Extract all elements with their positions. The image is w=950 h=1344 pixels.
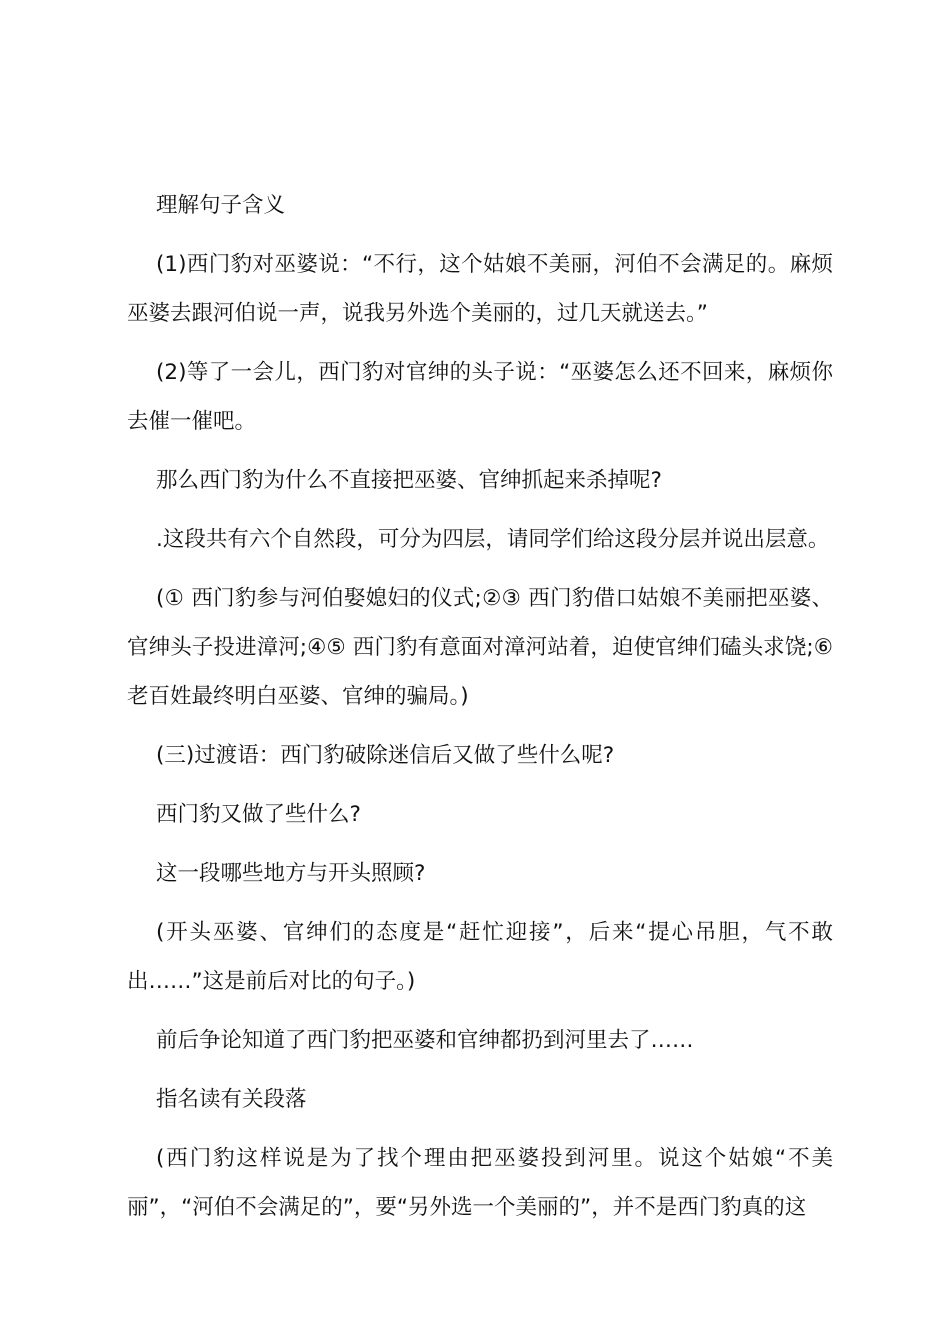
paragraph-layer-task: .这段共有六个自然段，可分为四层，请同学们给这段分层并说出层意。 <box>156 527 830 552</box>
paragraph-discussion: 前后争论知道了西门豹把巫婆和官绅都扔到河里去了…… <box>156 1028 694 1053</box>
paragraph-read-aloud: 指名读有关段落 <box>156 1087 307 1112</box>
paragraph-transition: (三)过渡语：西门豹破除迷信后又做了些什么呢? <box>156 743 615 768</box>
paragraph-layer-answer: (① 西门豹参与河伯娶媳妇的仪式;②③ 西门豹借口姑娘不美丽把巫婆、官绅头子投进漳河;④⑤ 西门豹有意面对漳河站着，迫使官绅们磕头求饶;⑥ 老百姓最终明白巫婆、官绅的骗局。) <box>127 586 833 709</box>
paragraph-contrast-answer: (开头巫婆、官绅们的态度是“赶忙迎接”，后来“提心吊胆，气不敢出……”这是前后对比的句子。) <box>127 920 833 994</box>
paragraph-question-echo: 这一段哪些地方与开头照顾? <box>156 861 426 886</box>
paragraph-quote-2: (2)等了一会儿，西门豹对官绅的头子说：“巫婆怎么还不回来，麻烦你去催一催吧。 <box>127 360 833 434</box>
paragraph-quote-1: (1)西门豹对巫婆说：“不行，这个姑娘不美丽，河伯不会满足的。麻烦巫婆去跟河伯说一声，说我另外选个美丽的，过几天就送去。” <box>127 252 833 326</box>
document-body <box>127 181 833 1242</box>
paragraph-question-why: 那么西门豹为什么不直接把巫婆、官绅抓起来杀掉呢? <box>156 468 662 493</box>
paragraph-question-what-else: 西门豹又做了些什么? <box>156 802 361 827</box>
paragraph-heading-understand-sentences: 理解句子含义 <box>156 193 286 218</box>
paragraph-explanation: (西门豹这样说是为了找个理由把巫婆投到河里。说这个姑娘“不美丽”，“河伯不会满足的”，要“另外选一个美丽的”，并不是西门豹真的这 <box>127 1146 833 1220</box>
